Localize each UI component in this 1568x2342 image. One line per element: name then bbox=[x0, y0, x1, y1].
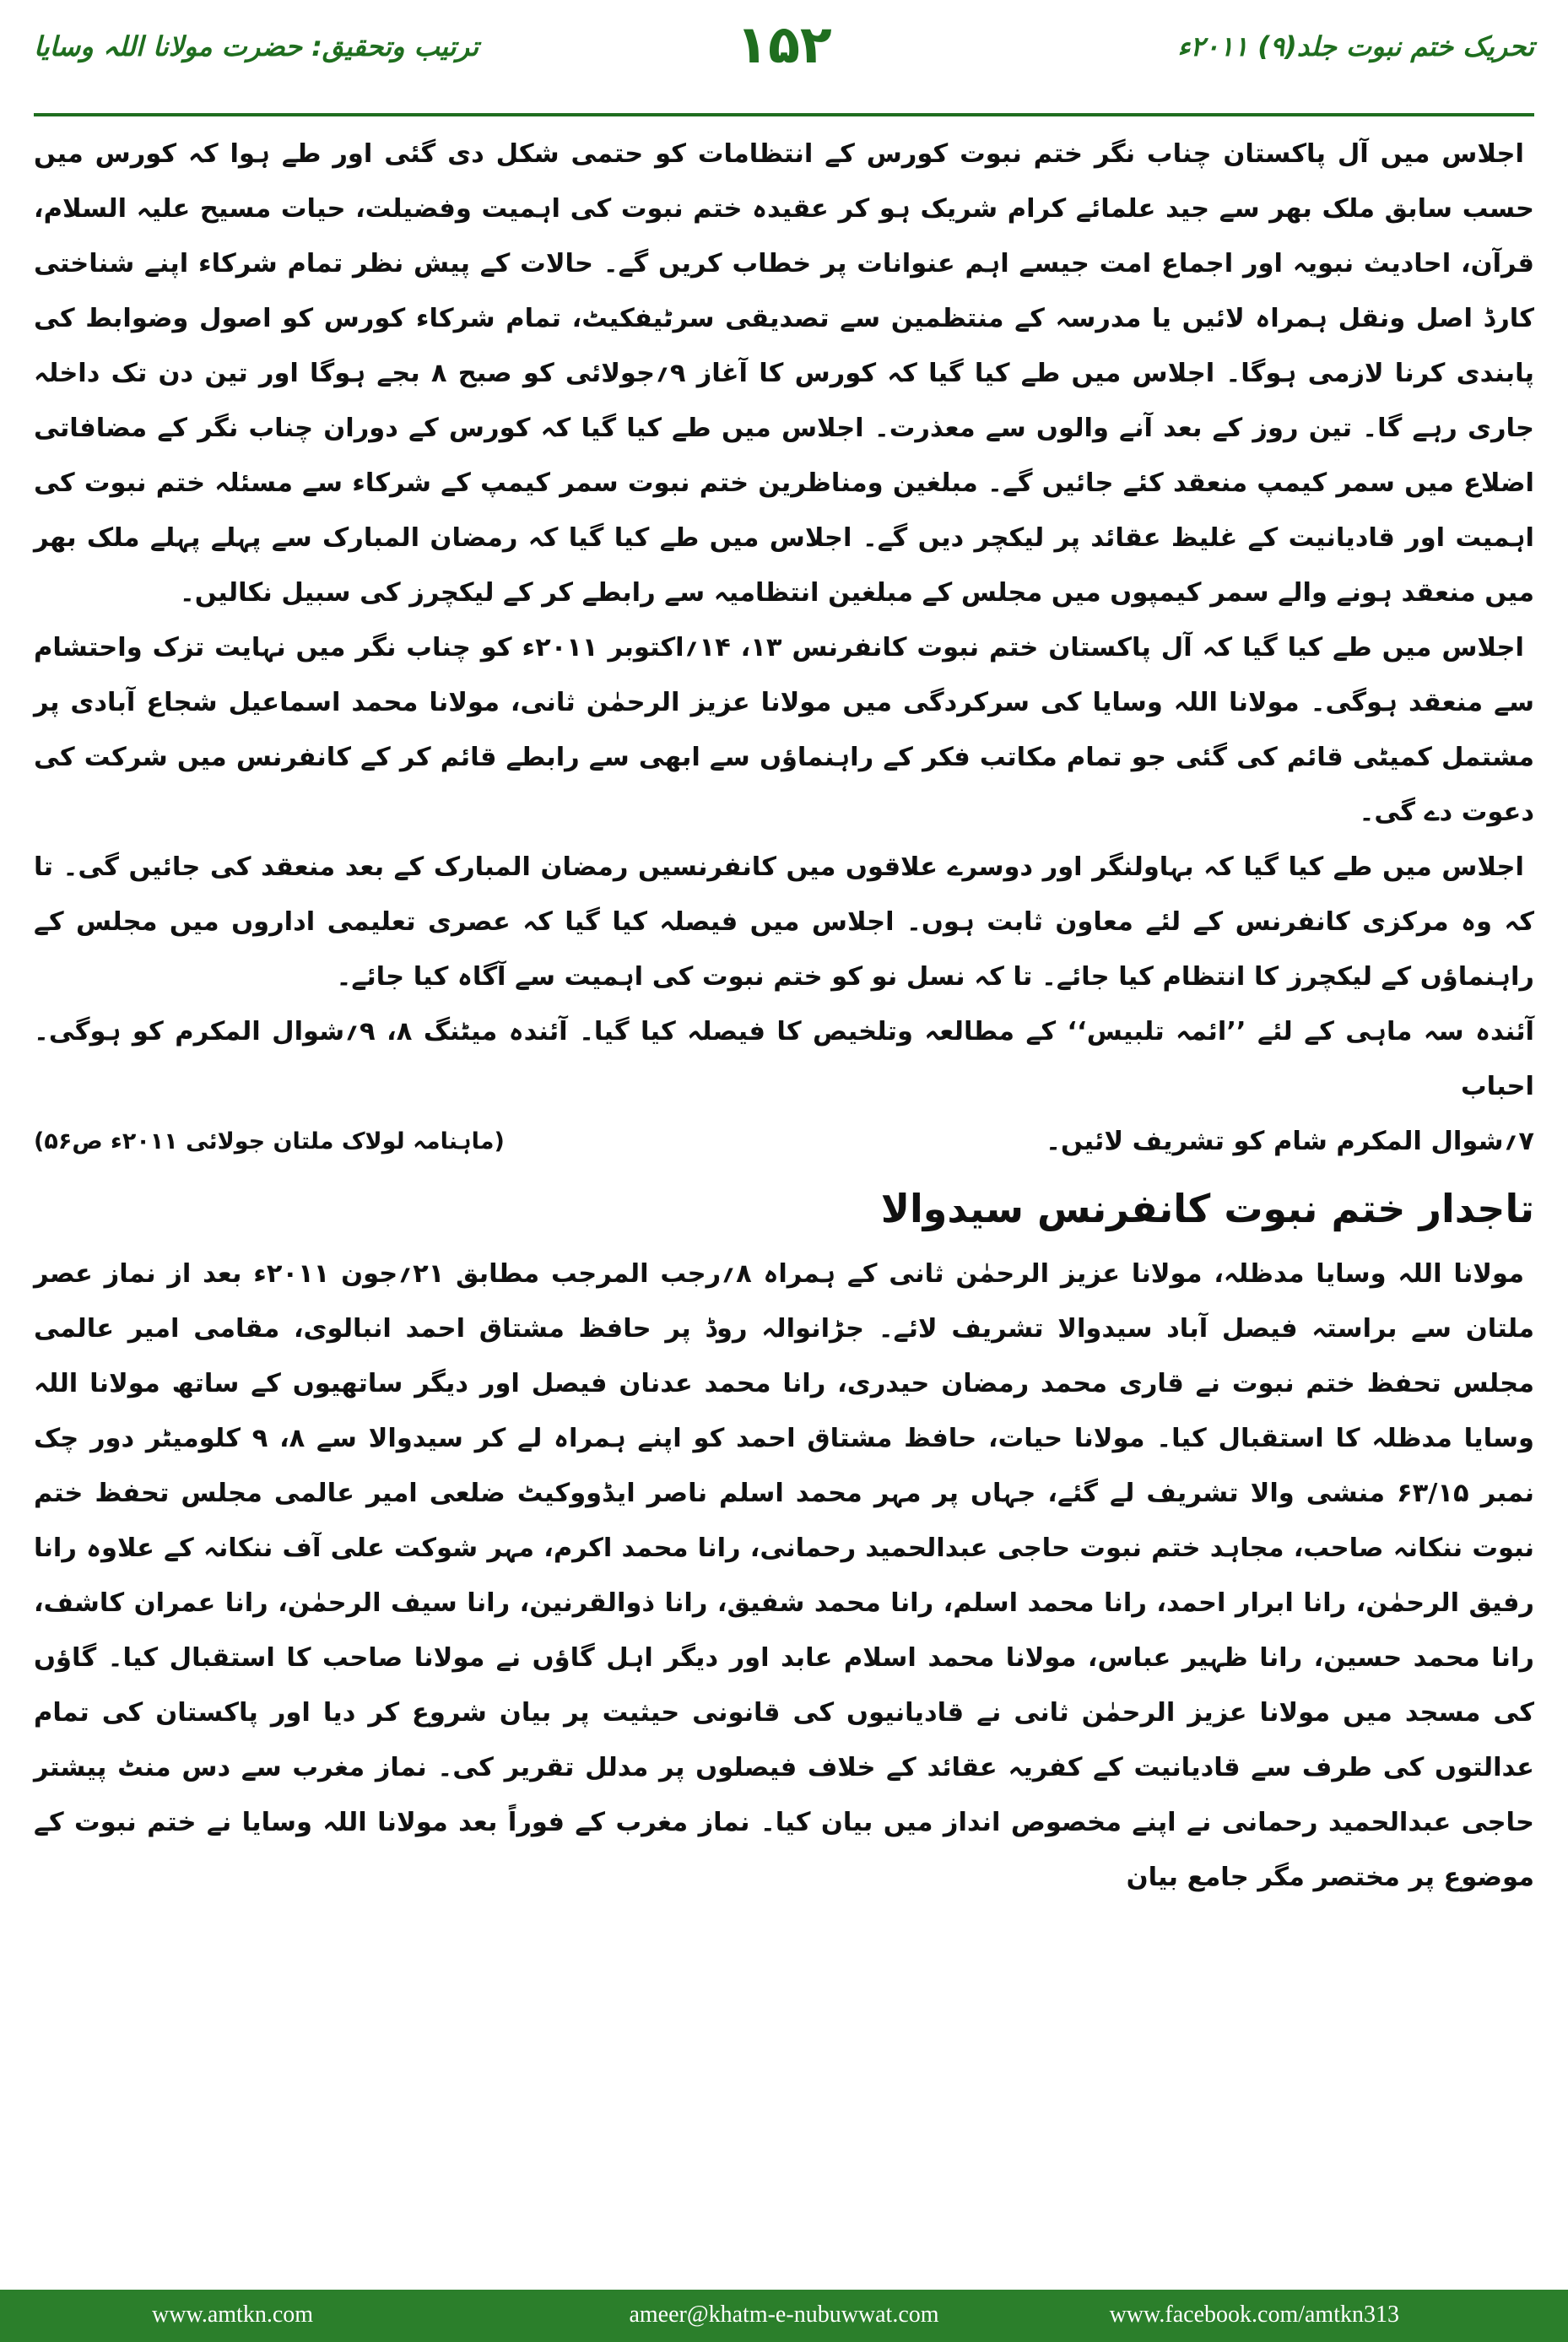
closing-line: ۷؍شوال المکرم شام کو تشریف لائیں۔ bbox=[1046, 1127, 1534, 1156]
footer-email-link[interactable]: ameer@khatm-e-nubuwwat.com bbox=[629, 2301, 939, 2328]
page-header bbox=[34, 14, 1534, 111]
paragraph-syedwala: مولانا اللہ وسایا مدظلہ، مولانا عزیز الرحمٰن ثانی کے ہمراہ ۸؍رجب المرجب مطابق ۲۱؍جون ۲۰۱۱ء بعد از نماز عصر ملتان سے براستہ فیصل آباد سیدوالا تشریف لائے۔ جڑانوالہ روڈ پر حافظ مشتاق احمد انبالوی، مقامی امیر عالمی مجلس تحفظ ختم نبوت نے قاری محمد رمضان حیدری، رانا محمد عدنان فیصل اور دیگر ساتھیوں کے ساتھ مولانا اللہ وسایا مدظلہ کا استقبال کیا۔ مولانا حیات، حافظ مشتاق احمد کو اپنے ہمراہ لے کر سیدوالا سے ۸، ۹ کلومیٹر دور چک نمبر ۶۳/۱۵ منشی والا تشریف لے گئے، جہاں پر مہر محمد اسلم ناصر ایڈووکیٹ ضلعی امیر عالمی مجلس تحفظ ختم نبوت ننکانہ صاحب، مجاہد ختم نبوت حاجی عبدالحمید رحمانی، رانا محمد اکرم، مہر شوکت علی آف ننکانہ کے علاوہ رانا رفیق الرحمٰن، رانا ابرار احمد، رانا محمد اسلم، رانا محمد شفیق، رانا ذوالقرنین، رانا سیف الرحمٰن، رانا عمران کاشف، رانا محمد حسین، رانا ظہیر عباس، مولانا محمد اسلام عابد اور دیگر اہل گاؤں نے مولانا صاحب کا استقبال کیا۔ گاؤں کی مسجد میں مولانا عزیز الرحمٰن ثانی نے قادیانیوں کی قانونی حیثیت پر بیان شروع کر دیا اور پاکستان کی تمام عدالتوں کی طرف سے قادیانیت کے کفریہ عقائد کے خلاف فیصلوں پر مدلل تقریر کی۔ نماز مغرب سے دس منٹ پیشتر حاجی عبدالحمید رحمانی نے اپنے مخصوص انداز میں بیان کیا۔ نماز مغرب کے فوراً بعد مولانا اللہ وسایا نے ختم نبوت کے موضوع پر مختصر مگر جامع بیان bbox=[34, 1259, 1534, 1892]
paragraph-conference: اجلاس میں طے کیا گیا کہ آل پاکستان ختم نبوت کانفرنس ۱۳، ۱۴؍اکتوبر ۲۰۱۱ء کو چناب نگر میں نہایت تزک واحتشام سے منعقد ہوگی۔ مولانا اللہ وسایا کی سرکردگی میں مولانا عزیز الرحمٰن ثانی، مولانا محمد اسماعیل شجاع آبادی پر مشتمل کمیٹی قائم کی گئی جو تمام مکاتب فکر کے راہنماؤں سے ابھی سے رابطے قائم کر کے کانفرنس میں شرکت کی دعوت دے گی۔ bbox=[34, 633, 1534, 827]
source-citation: (ماہنامہ لولاک ملتان جولائی ۲۰۱۱ء ص۵۶) bbox=[34, 1128, 505, 1155]
page-body bbox=[34, 127, 1534, 1905]
footer-website-link[interactable]: www.amtkn.com bbox=[152, 2301, 314, 2328]
footer-facebook-link[interactable]: www.facebook.com/amtkn313 bbox=[1109, 2301, 1399, 2328]
paragraph-course: اجلاس میں آل پاکستان چناب نگر ختم نبوت کورس کے انتظامات کو حتمی شکل دی گئی اور طے ہوا کہ کورس میں حسب سابق ملک بھر سے جید علمائے کرام شریک ہو کر عقیدہ ختم نبوت کی اہمیت وفضیلت، حیات مسیح علیہ السلام، قرآن، احادیث نبویہ اور اجماع امت جیسے اہم عنوانات پر خطاب کریں گے۔ حالات کے پیش نظر تمام شرکاء اپنے شناختی کارڈ اصل ونقل ہمراہ لائیں یا مدرسہ کے منتظمین سے تصدیقی سرٹیفکیٹ، تمام شرکاء کورس کو اصول وضوابط کی پابندی کرنا لازمی ہوگا۔ اجلاس میں طے کیا گیا کہ کورس کا آغاز ۹؍جولائی کو صبح ۸ بجے ہوگا اور تین دن تک داخلہ جاری رہے گا۔ تین روز کے بعد آنے والوں سے معذرت۔ اجلاس میں طے کیا گیا کہ کورس کے دوران چناب نگر کے مضافاتی اضلاع میں سمر کیمپ منعقد کئے جائیں گے۔ مبلغین ومناظرین ختم نبوت سمر کیمپ کے شرکاء سے مسئلہ ختم نبوت کی اہمیت اور قادیانیت کے غلیظ عقائد پر لیکچر دیں گے۔ اجلاس میں طے کیا گیا کہ رمضان المبارک سے پہلے پہلے ملک بھر میں منعقد ہونے والے سمر کیمپوں میں مجلس کے مبلغین انتظامیہ سے رابطے کر کے لیکچرز کی سبیل نکالیں۔ bbox=[34, 139, 1534, 608]
header-divider bbox=[34, 113, 1534, 116]
page-number: ۱۵۲ bbox=[736, 14, 832, 75]
section-title: تاجدار ختم نبوت کانفرنس سیدوالا bbox=[880, 1186, 1534, 1231]
paragraph-regional-conferences: اجلاس میں طے کیا گیا کہ بہاولنگر اور دوسرے علاقوں میں کانفرنسیں رمضان المبارک کے بعد منعقد کی جائیں گی۔ تا کہ وہ مرکزی کانفرنس کے لئے معاون ثابت ہوں۔ اجلاس میں فیصلہ کیا گیا کہ عصری تعلیمی اداروں میں مجلس کے راہنماؤں کے لیکچرز کا انتظام کیا جائے۔ تا کہ نسل نو کو ختم نبوت کی اہمیت سے آگاہ کیا جائے۔ bbox=[34, 852, 1534, 992]
compiler-credit: ترتیب وتحقیق: حضرت مولانا اللہ وسایا bbox=[34, 30, 479, 62]
closing-row bbox=[34, 1114, 1534, 1169]
book-title: تحریک ختم نبوت جلد(۹) ۲۰۱۱ء bbox=[1177, 30, 1534, 62]
page-footer bbox=[0, 2290, 1568, 2342]
paragraph-next-meeting: آئندہ سہ ماہی کے لئے ’’ائمہ تلبیس‘‘ کے مطالعہ وتلخیص کا فیصلہ کیا گیا۔ آئندہ میٹنگ ۸، ۹؍شوال المکرم کو ہوگی۔ احباب bbox=[34, 1017, 1534, 1101]
